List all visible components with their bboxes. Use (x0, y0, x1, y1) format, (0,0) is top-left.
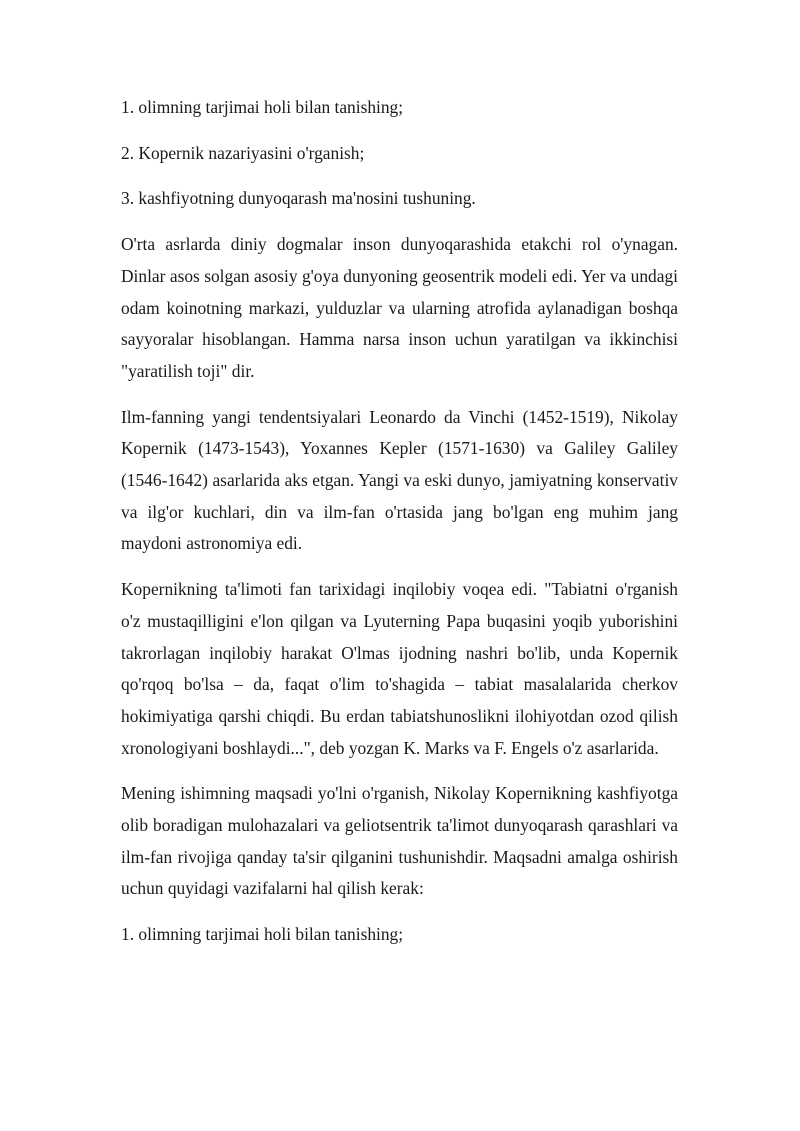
paragraph-copernicus-revolution: Kopernikning ta'limoti fan tarixidagi inqilobiy voqea edi. "Tabiatni o'rganish o'z mustaqilligini e'lon qilgan va Lyuterning Papa buqasini yoqib yuborishini takrorlagan inqilobiy harakat O'lmas ijodning nashri bo'lib, unda Kopernik qo'rqoq bo'lsa – da, faqat o'lim to'shagida – tabiat masalalarida cherkov hokimiyatiga qarshi chiqdi. Bu erdan tabiatshunoslikni ilohiyotdan ozod qilish xronologiyani boshlaydi...", deb yozgan K. Marks va F. Engels o'z asarlarida. (121, 579, 678, 758)
document-page (121, 92, 678, 965)
paragraph-work-goal: Mening ishimning maqsadi yo'lni o'rganish, Nikolay Kopernikning kashfiyotga olib boradigan mulohazalari va geliotsentrik ta'limot dunyoqarash qarashlari va ilm-fan rivojiga qanday ta'sir qilganini tushunishdir. Maqsadni amalga oshirish uchun quyidagi vazifalarni hal qilish kerak: (121, 783, 678, 899)
task-list-item-2: 2. Kopernik nazariyasini o'rganish; (121, 142, 365, 163)
task-list-item-1: 1. olimning tarjimai holi bilan tanishing; (121, 97, 404, 117)
task-list-item-3: 3. kashfiyotning dunyoqarash ma'nosini tushuning. (121, 188, 476, 209)
paragraph-science-trends: Ilm-fanning yangi tendentsiyalari Leonardo da Vinchi (1452-1519), Nikolay Kopernik (1473-1543), Yoxannes Kepler (1571-1630) va Galiley Galiley (1546-1642) asarlarida aks etgan. Yangi va eski dunyo, jamiyatning konservativ va ilg'or kuchlari, din va ilm-fan o'rtasida jang bo'lgan eng muhim jang maydoni astronomiya edi. (121, 406, 678, 554)
task-list-item-repeat-1: 1. olimning tarjimai holi bilan tanishing; (121, 924, 404, 945)
paragraph-geocentric-model: O'rta asrlarda diniy dogmalar inson dunyoqarashida etakchi rol o'ynagan. Dinlar asos solgan asosiy g'oya dunyoning geosentrik modeli edi. Yer va undagi odam koinotning markazi, yulduzlar va ularning atrofida aylanadigan boshqa sayyoralar hisoblangan. Hamma narsa inson uchun yaratilgan va ikkinchisi "yaratilish toji" dir. (121, 234, 678, 381)
